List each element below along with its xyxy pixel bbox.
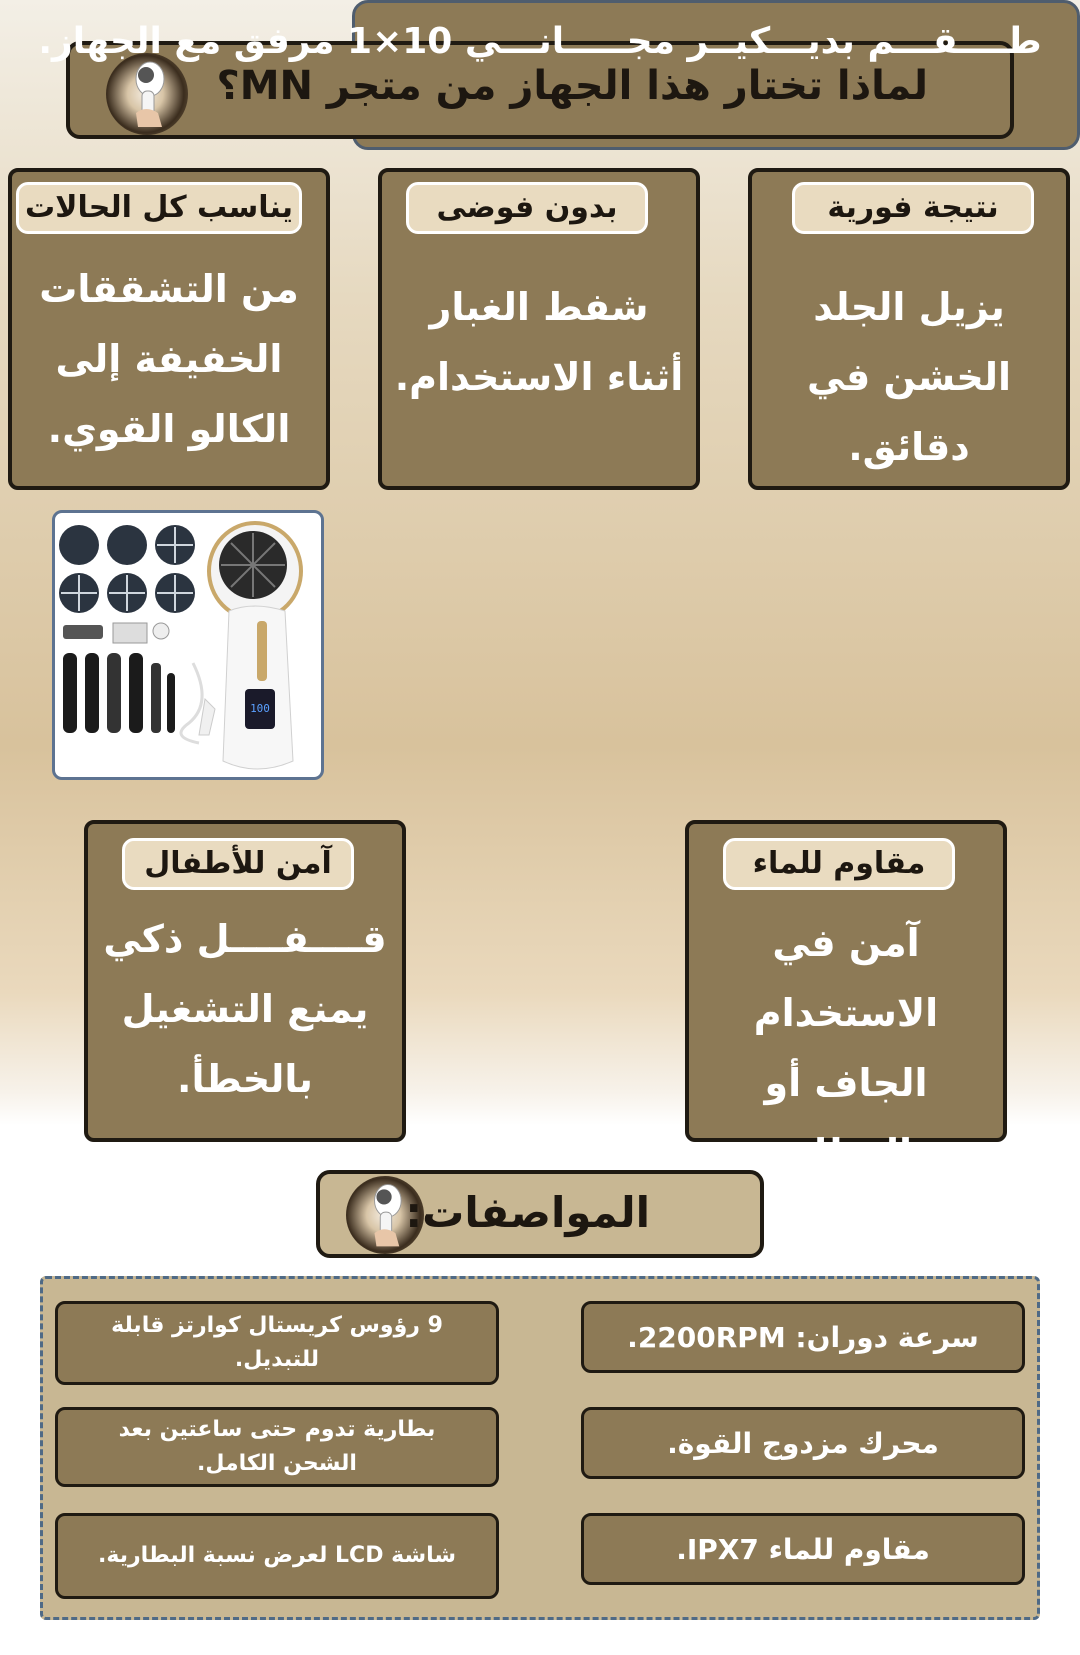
feature-card-waterproof — [685, 820, 1007, 1175]
feature-text: قــــفــــل ذكي يمنع التشغيل بالخطأ. — [103, 917, 387, 1101]
spec-item: بطارية تدوم حتى ساعتين بعد الشحن الكامل. — [55, 1407, 499, 1487]
device-battery-readout: 100 — [250, 702, 270, 715]
feature-text: شفط الغبار أثناء الاستخدام. — [394, 285, 684, 399]
product-image — [52, 510, 324, 780]
specs-panel — [40, 1276, 1040, 1620]
feature-card-child-safe — [84, 820, 406, 1142]
feature-card-all-cases — [8, 168, 330, 490]
feature-card-no-mess — [378, 168, 700, 490]
feature-tag: مقاوم للماء — [723, 838, 955, 890]
feature-text: من التشققات الخفيفة إلى الكالو القوي. — [39, 267, 299, 451]
feature-tag: يناسب كل الحالات — [16, 182, 302, 234]
spec-item: محرك مزدوج القوة. — [581, 1407, 1025, 1479]
feature-tag: آمن للأطفال — [122, 838, 354, 890]
page-title: لماذا تختار هذا الجهاز من متجر MN؟ — [216, 63, 928, 109]
spec-item: مقاوم للماء IPX7. — [581, 1513, 1025, 1585]
feature-tag: نتيجة فورية — [792, 182, 1034, 234]
spec-item: سرعة دوران: 2200RPM. — [581, 1301, 1025, 1373]
specs-title: المواصفات: — [405, 1188, 650, 1237]
feature-card-instant-result — [748, 168, 1070, 490]
feature-text: يزيل الجلد الخشن في دقائق. — [806, 285, 1012, 469]
feature-tag: بدون فوضى — [406, 182, 648, 234]
specs-header — [316, 1170, 764, 1258]
spec-item: شاشة LCD لعرض نسبة البطارية. — [55, 1513, 499, 1599]
promo-text: طــــقـــم بديـــكيــر مجـــــانـــي 10×1 مرفق مع الجهاز. — [38, 21, 1042, 62]
spec-item: 9 رؤوس كريستال كوارتز قابلة للتبديل. — [55, 1301, 499, 1385]
feature-text: آمن في الاستخدام الجاف أو المبلل. — [753, 921, 939, 1175]
